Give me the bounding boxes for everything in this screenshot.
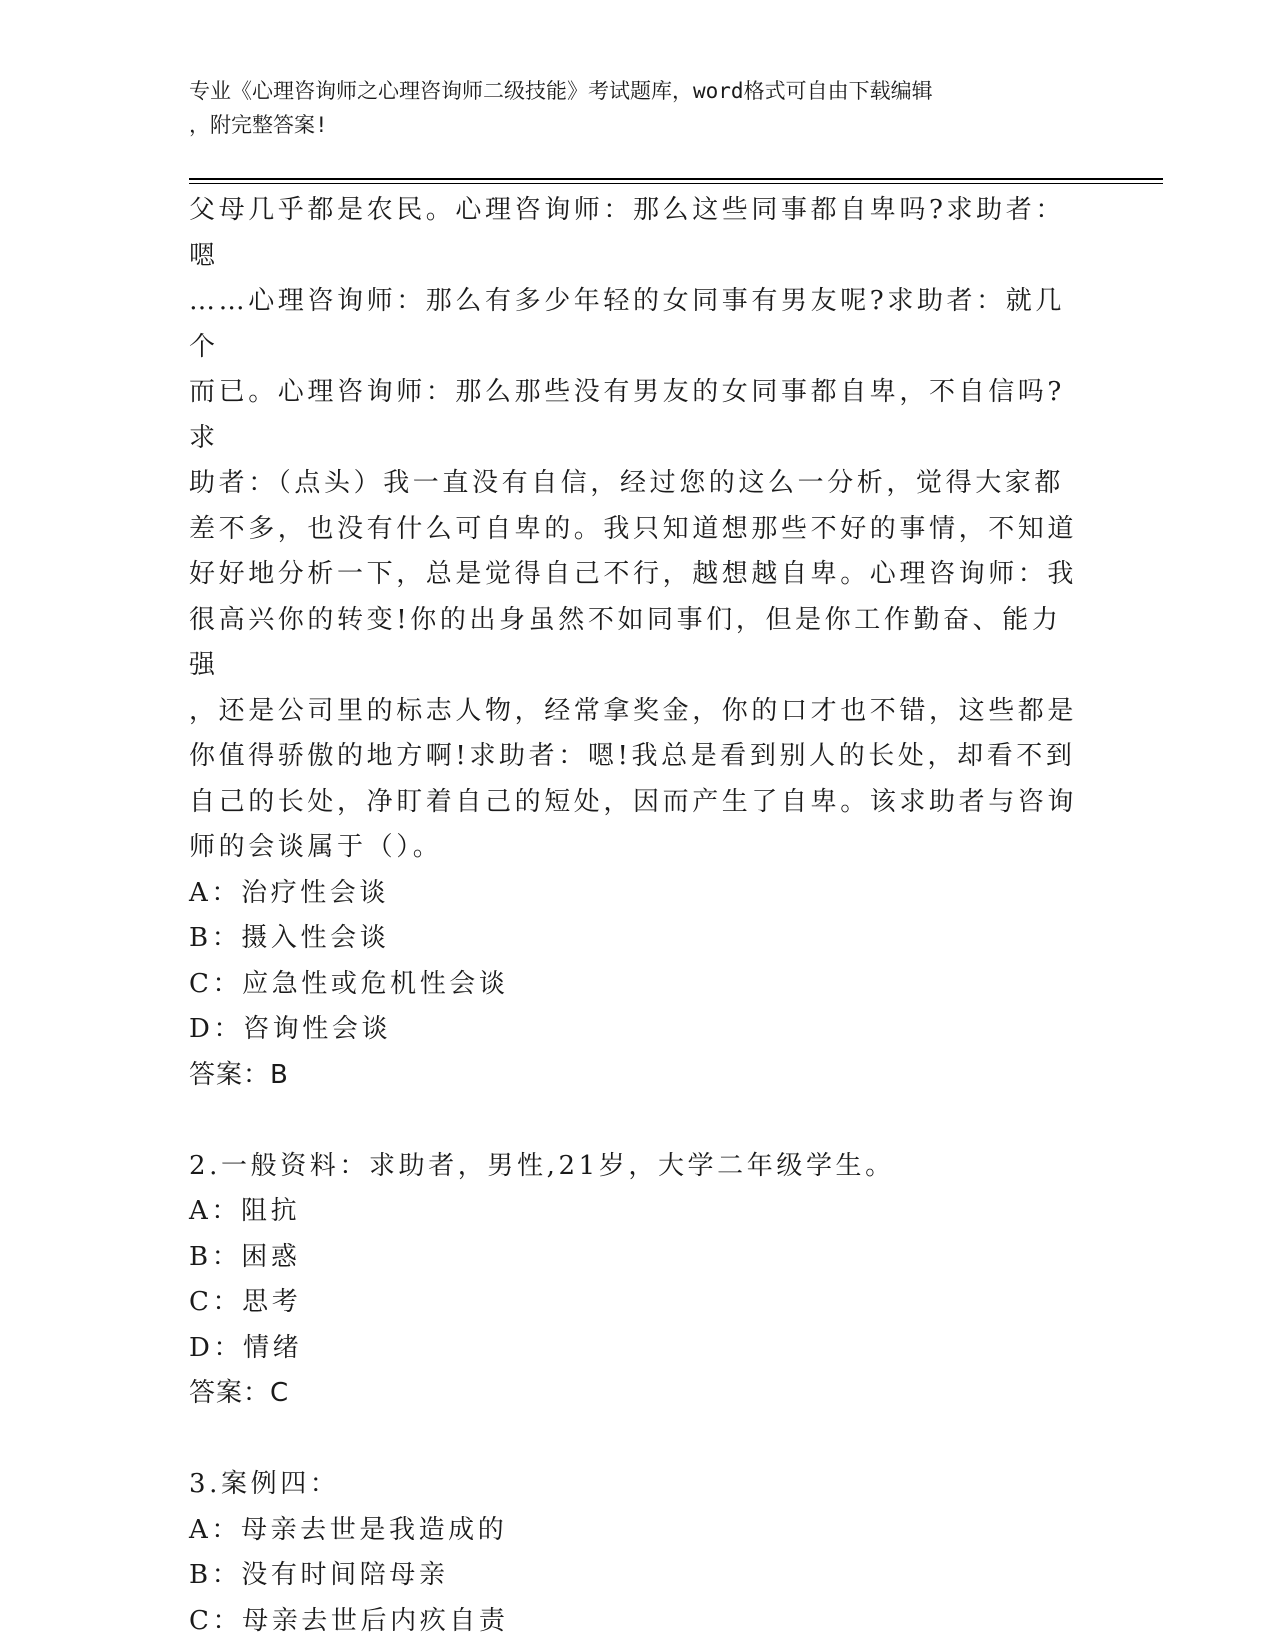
question-1-option-c: C：应急性或危机性会谈 (189, 968, 509, 999)
question-1-stem-line: 自己的长处，净盯着自己的短处，因而产生了自卑。该求助者与咨询 (189, 786, 1078, 817)
question-1-stem-line: 师的会谈属于（）。 (189, 832, 443, 862)
question-3-option-c: C：母亲去世后内疚自责 (189, 1605, 509, 1636)
spacer (189, 1417, 1089, 1463)
question-3-option-a: A：母亲去世是我造成的 (189, 1514, 508, 1545)
question-1-stem-line: ，还是公司里的标志人物，经常拿奖金，你的口才也不错，这些都是 (189, 695, 1078, 726)
document-body (189, 188, 1089, 1644)
question-2-option-b: B：困惑 (189, 1241, 301, 1272)
question-1-option-a: A：治疗性会谈 (189, 877, 389, 908)
question-1-stem-line: 你值得骄傲的地方啊!求助者：嗯!我总是看到别人的长处，却看不到 (189, 741, 1076, 771)
question-3 (189, 1462, 1089, 1644)
question-1-option-d: D：咨询性会谈 (189, 1014, 392, 1044)
question-1-stem-line: 很高兴你的转变!你的出身虽然不如同事们，但是你工作勤奋、能力强 (189, 604, 1062, 680)
question-1-stem-line: 助者：（点头）我一直没有自信，经过您的这么一分析，觉得大家都 (189, 468, 1065, 498)
question-1-stem-line: ……心理咨询师：那么有多少年轻的女同事有男友呢?求助者：就几个 (189, 286, 1065, 362)
header-rule-thin (189, 183, 1163, 184)
question-2 (189, 1144, 1089, 1417)
question-1-option-b: B：摄入性会谈 (189, 923, 390, 953)
spacer (189, 1098, 1089, 1144)
question-2-stem: 2.一般资料：求助者，男性,21岁，大学二年级学生。 (189, 1150, 895, 1181)
question-2-option-c: C：思考 (189, 1287, 302, 1317)
question-1-stem-line: 而已。心理咨询师：那么那些没有男友的女同事都自卑，不自信吗?求 (189, 377, 1065, 453)
question-1 (189, 188, 1089, 1098)
question-3-stem: 3.案例四： (189, 1469, 340, 1499)
header-rule-thick (189, 178, 1163, 180)
question-1-stem-line: 差不多，也没有什么可自卑的。我只知道想那些不好的事情，不知道 (189, 513, 1078, 544)
question-2-option-a: A：阻抗 (189, 1196, 301, 1226)
header-line-1: 专业《心理咨询师之心理咨询师二级技能》考试题库，word格式可自由下载编辑 (189, 79, 933, 103)
question-3-option-b: B：没有时间陪母亲 (189, 1560, 449, 1590)
question-1-stem-line: 好好地分析一下，总是觉得自己不行，越想越自卑。心理咨询师：我 (189, 559, 1078, 589)
question-2-option-d: D：情绪 (189, 1332, 303, 1363)
question-1-answer: 答案：B (189, 1059, 289, 1090)
document-header (189, 74, 1079, 142)
question-2-answer: 答案：C (189, 1378, 290, 1408)
question-1-stem-line: 父母几乎都是农民。心理咨询师：那么这些同事都自卑吗?求助者：嗯 (189, 195, 1065, 271)
header-line-2: ，附完整答案! (189, 113, 328, 137)
